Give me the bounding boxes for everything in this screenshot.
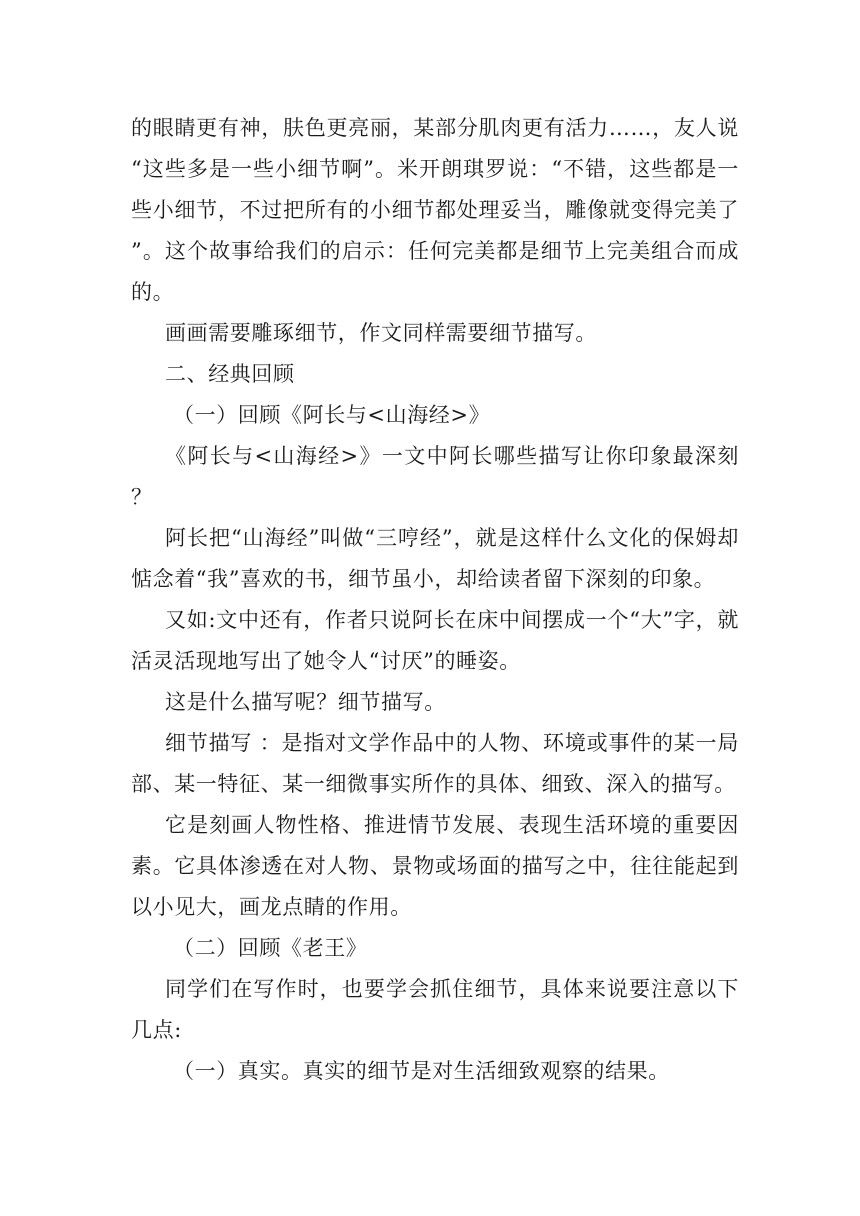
paragraph-example-book: 阿长把“山海经”叫做“三哼经”，就是这样什么文化的保姆却惦念着“我”喜欢的书，细节虽小，却给读者留下深刻的印象。 xyxy=(131,526,739,591)
point-one-truthful: （一）真实。真实的细节是对生活细致观察的结果。 xyxy=(173,1059,670,1083)
section-heading-classic-review: 二、经典回顾 xyxy=(165,362,295,386)
paragraph-detail-needed: 画画需要雕琢细节，作文同样需要细节描写。 xyxy=(165,321,597,345)
paragraph-writing-tips: 同学们在写作时，也要学会抓住细节，具体来说要注意以下几点: xyxy=(131,977,739,1042)
paragraph-question: 《阿长与<山海经>》一文中阿长哪些描写让你印象最深刻？ xyxy=(131,444,739,509)
paragraph-definition: 细节描写 ：是指对文学作品中的人物、环境或事件的某一局部、某一特征、某一细微事实所作的具体、细致、深入的描写。 xyxy=(131,731,739,796)
paragraph-story-ending: 的眼睛更有神，肤色更亮丽，某部分肌肉更有活力……，友人说“这些多是一些小细节啊”。米开朗琪罗说：“不错，这些都是一些小细节，不过把所有的小细节都处理妥当，雕像就变得完美了”。这个故事给我们的启示：任何完美都是细节上完美组合而成的。 xyxy=(131,116,739,304)
paragraph-function: 它是刻画人物性格、推进情节发展、表现生活环境的重要因素。它具体渗透在对人物、景物或场面的描写之中，往往能起到以小见大，画龙点睛的作用。 xyxy=(131,813,739,919)
document-body xyxy=(131,108,739,1092)
subheading-review-a-chang: （一）回顾《阿长与<山海经>》 xyxy=(173,403,491,427)
paragraph-what-description: 这是什么描写呢？细节描写。 xyxy=(165,690,446,714)
subheading-review-lao-wang: （二）回顾《老王》 xyxy=(173,936,368,960)
paragraph-example-sleeping: 又如:文中还有，作者只说阿长在床中间摆成一个“大”字，就活灵活现地写出了她令人“讨厌”的睡姿。 xyxy=(131,608,739,673)
